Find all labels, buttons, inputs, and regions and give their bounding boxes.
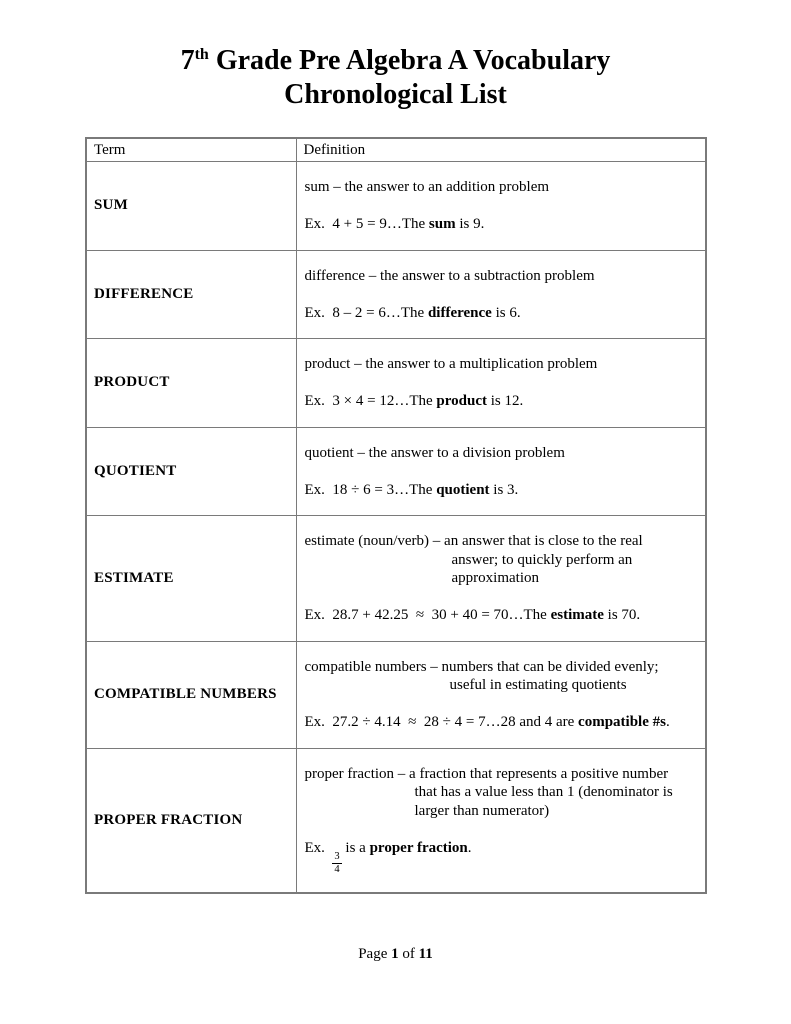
table-row — [86, 748, 706, 893]
term-cell — [86, 641, 296, 748]
page-footer — [0, 946, 791, 963]
definition-cell — [296, 427, 706, 516]
example-segment: quotient — [436, 481, 490, 498]
definition-line: useful in estimating quotients — [449, 677, 627, 693]
title-line2: Chronological List — [284, 79, 507, 110]
definition-line: approximation — [451, 570, 539, 586]
title-ordinal-superscript: th — [194, 46, 209, 63]
column-header-term: Term — [86, 138, 296, 162]
definition-cell — [296, 339, 706, 428]
example-segment: Ex. 18 ÷ 6 = 3…The — [304, 481, 437, 498]
example-segment: is 70. — [603, 607, 641, 623]
example-text — [305, 392, 701, 411]
example-segment: is 9. — [455, 216, 485, 232]
title-line1 — [181, 45, 611, 76]
definition-cell — [296, 250, 706, 339]
table-row — [86, 162, 706, 251]
example-segment: Ex. 28.7 + 42.25 ≈ 30 + 40 = 70…The — [304, 607, 551, 623]
term-cell — [86, 427, 296, 516]
example-segment: is 12. — [486, 393, 524, 409]
definition-cell — [296, 516, 706, 642]
document-page — [0, 44, 791, 1024]
title-line1-rest: Grade Pre Algebra A Vocabulary — [208, 45, 611, 76]
definition-text — [305, 355, 701, 374]
example-segment: difference — [427, 304, 492, 321]
example-segment: Ex. 27.2 ÷ 4.14 ≈ 28 ÷ 4 = 7…28 and 4 are — [304, 714, 579, 730]
definition-cell — [296, 748, 706, 893]
definition-line: estimate (noun/verb) – an answer that is close to the real — [304, 533, 643, 549]
definition-text — [305, 444, 701, 463]
example-text — [305, 215, 701, 234]
term-label: PRODUCT — [94, 374, 170, 391]
example-segment: is a — [341, 839, 370, 856]
table-row — [86, 427, 706, 516]
example-segment: compatible #s — [578, 714, 666, 730]
definition-text — [305, 532, 701, 588]
term-label: PROPER FRACTION — [94, 811, 243, 828]
footer-page-number: 1 — [391, 945, 399, 962]
term-label: COMPATIBLE NUMBERS — [94, 686, 277, 702]
footer-page-word: Page — [358, 945, 392, 962]
definition-line: product – the answer to a multiplication problem — [304, 356, 598, 372]
table-header-row — [86, 138, 706, 162]
definition-line: larger than numerator) — [414, 802, 550, 819]
stacked-fraction: $\frac{3}{4}$ — [334, 850, 340, 875]
example-segment: product — [436, 393, 487, 409]
example-segment: Ex. 3 × 4 = 12…The — [304, 393, 437, 409]
definition-text — [305, 765, 701, 821]
example-segment: Ex. — [304, 839, 333, 856]
example-text — [305, 839, 701, 876]
footer-total-pages: 11 — [418, 945, 433, 962]
definition-line: proper fraction – a fraction that represents a positive number — [304, 765, 669, 782]
example-segment: Ex. 4 + 5 = 9…The — [304, 216, 429, 232]
definition-line: sum – the answer to an addition problem — [304, 179, 550, 195]
table-row — [86, 641, 706, 748]
example-segment: is 3. — [489, 481, 519, 498]
example-segment: is 6. — [491, 304, 521, 321]
term-cell — [86, 339, 296, 428]
example-segment: proper fraction — [369, 839, 468, 856]
title-number: 7 — [180, 45, 195, 76]
definition-line: difference – the answer to a subtraction problem — [304, 267, 595, 284]
example-text — [305, 606, 701, 625]
definition-line: quotient – the answer to a division problem — [304, 444, 565, 461]
definition-text — [305, 267, 701, 286]
term-label: SUM — [94, 197, 128, 214]
definition-line: compatible numbers – numbers that can be divided evenly; — [304, 658, 659, 675]
term-label: DIFFERENCE — [94, 285, 194, 302]
example-segment: . — [467, 839, 472, 856]
term-cell — [86, 748, 296, 893]
term-cell — [86, 516, 296, 642]
definition-line: that has a value less than 1 (denominator is — [414, 784, 673, 800]
example-segment: . — [665, 714, 670, 730]
definition-cell — [296, 162, 706, 251]
example-segment: Ex. 8 – 2 = 6…The — [304, 304, 428, 321]
column-header-definition: Definition — [296, 138, 706, 162]
definition-cell — [296, 641, 706, 748]
table-row — [86, 339, 706, 428]
definition-line: answer; to quickly perform an — [451, 551, 633, 568]
vocabulary-table — [85, 137, 707, 894]
term-cell — [86, 250, 296, 339]
example-text — [305, 713, 701, 732]
table-row — [86, 250, 706, 339]
term-cell — [86, 162, 296, 251]
term-label: ESTIMATE — [94, 569, 174, 586]
definition-text — [305, 658, 701, 695]
table-row — [86, 516, 706, 642]
example-segment: estimate — [550, 607, 604, 623]
definition-text — [305, 178, 701, 197]
example-segment: sum — [428, 216, 456, 232]
example-text — [305, 304, 701, 323]
footer-of-word: of — [398, 945, 419, 962]
term-label: QUOTIENT — [94, 462, 177, 479]
page-title — [0, 44, 791, 112]
example-text — [305, 481, 701, 500]
